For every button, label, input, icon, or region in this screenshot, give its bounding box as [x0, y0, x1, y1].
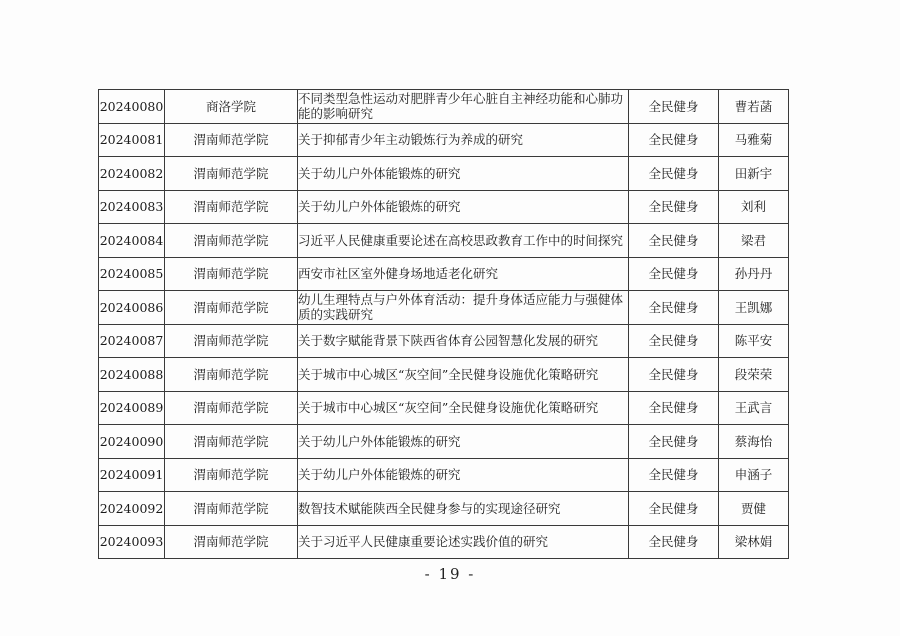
person-name-cell: 陈平安: [719, 324, 789, 358]
project-id-cell: 20240089: [99, 391, 165, 425]
project-title-cell: 关于城市中心城区“灰空间”全民健身设施优化策略研究: [298, 358, 629, 392]
project-id-cell: 20240083: [99, 190, 165, 224]
category-cell: 全民健身: [629, 157, 719, 191]
person-name-cell: 梁林娟: [719, 525, 789, 559]
school-cell: 渭南师范学院: [165, 123, 298, 157]
project-title-cell: 数智技术赋能陕西全民健身参与的实现途径研究: [298, 492, 629, 526]
project-id-cell: 20240092: [99, 492, 165, 526]
table-row: [99, 90, 789, 124]
project-id-cell: 20240093: [99, 525, 165, 559]
project-title-cell: 西安市社区室外健身场地适老化研究: [298, 257, 629, 291]
person-name-cell: 申涵子: [719, 458, 789, 492]
table-row: [99, 257, 789, 291]
school-cell: 渭南师范学院: [165, 391, 298, 425]
project-id-cell: 20240082: [99, 157, 165, 191]
school-cell: 渭南师范学院: [165, 291, 298, 325]
table-row: [99, 224, 789, 258]
project-id-cell: 20240090: [99, 425, 165, 459]
category-cell: 全民健身: [629, 458, 719, 492]
category-cell: 全民健身: [629, 525, 719, 559]
category-cell: 全民健身: [629, 291, 719, 325]
school-cell: 渭南师范学院: [165, 157, 298, 191]
project-id-cell: 20240086: [99, 291, 165, 325]
school-cell: 商洛学院: [165, 90, 298, 124]
school-cell: 渭南师范学院: [165, 324, 298, 358]
person-name-cell: 蔡海怡: [719, 425, 789, 459]
category-cell: 全民健身: [629, 391, 719, 425]
project-id-cell: 20240088: [99, 358, 165, 392]
project-title-cell: 习近平人民健康重要论述在高校思政教育工作中的时间探究: [298, 224, 629, 258]
category-cell: 全民健身: [629, 257, 719, 291]
category-cell: 全民健身: [629, 90, 719, 124]
project-title-cell: 关于幼儿户外体能锻炼的研究: [298, 190, 629, 224]
project-id-cell: 20240091: [99, 458, 165, 492]
school-cell: 渭南师范学院: [165, 425, 298, 459]
table-row: [99, 358, 789, 392]
project-id-cell: 20240085: [99, 257, 165, 291]
school-cell: 渭南师范学院: [165, 257, 298, 291]
project-title-cell: 幼儿生理特点与户外体育活动：提升身体适应能力与强健体质的实践研究: [298, 291, 629, 325]
school-cell: 渭南师范学院: [165, 492, 298, 526]
project-id-cell: 20240081: [99, 123, 165, 157]
project-title-cell: 关于抑郁青少年主动锻炼行为养成的研究: [298, 123, 629, 157]
person-name-cell: 田新宇: [719, 157, 789, 191]
table-row: [99, 391, 789, 425]
category-cell: 全民健身: [629, 324, 719, 358]
category-cell: 全民健身: [629, 224, 719, 258]
table-row: [99, 291, 789, 325]
category-cell: 全民健身: [629, 190, 719, 224]
person-name-cell: 王武言: [719, 391, 789, 425]
table-row: [99, 458, 789, 492]
table-row: [99, 190, 789, 224]
project-title-cell: 关于幼儿户外体能锻炼的研究: [298, 458, 629, 492]
category-cell: 全民健身: [629, 425, 719, 459]
school-cell: 渭南师范学院: [165, 525, 298, 559]
category-cell: 全民健身: [629, 123, 719, 157]
school-cell: 渭南师范学院: [165, 224, 298, 258]
page-number: - 19 -: [424, 565, 476, 583]
school-cell: 渭南师范学院: [165, 190, 298, 224]
person-name-cell: 刘利: [719, 190, 789, 224]
project-id-cell: 20240087: [99, 324, 165, 358]
project-title-cell: 关于幼儿户外体能锻炼的研究: [298, 425, 629, 459]
person-name-cell: 曹若菡: [719, 90, 789, 124]
category-cell: 全民健身: [629, 358, 719, 392]
project-title-cell: 关于习近平人民健康重要论述实践价值的研究: [298, 525, 629, 559]
project-title-cell: 关于城市中心城区“灰空间”全民健身设施优化策略研究: [298, 391, 629, 425]
category-cell: 全民健身: [629, 492, 719, 526]
project-title-cell: 不同类型急性运动对肥胖青少年心脏自主神经功能和心肺功能的影响研究: [298, 90, 629, 124]
table-row: [99, 492, 789, 526]
project-table: [98, 89, 789, 559]
project-id-cell: 20240084: [99, 224, 165, 258]
school-cell: 渭南师范学院: [165, 458, 298, 492]
project-title-cell: 关于数字赋能背景下陕西省体育公园智慧化发展的研究: [298, 324, 629, 358]
project-title-cell: 关于幼儿户外体能锻炼的研究: [298, 157, 629, 191]
table-row: [99, 324, 789, 358]
person-name-cell: 马雅菊: [719, 123, 789, 157]
person-name-cell: 贾健: [719, 492, 789, 526]
table-row: [99, 123, 789, 157]
table-row: [99, 525, 789, 559]
project-id-cell: 20240080: [99, 90, 165, 124]
person-name-cell: 孙丹丹: [719, 257, 789, 291]
person-name-cell: 梁君: [719, 224, 789, 258]
person-name-cell: 段荣荣: [719, 358, 789, 392]
person-name-cell: 王凯娜: [719, 291, 789, 325]
project-table-body: [99, 90, 789, 559]
school-cell: 渭南师范学院: [165, 358, 298, 392]
table-row: [99, 157, 789, 191]
table-row: [99, 425, 789, 459]
